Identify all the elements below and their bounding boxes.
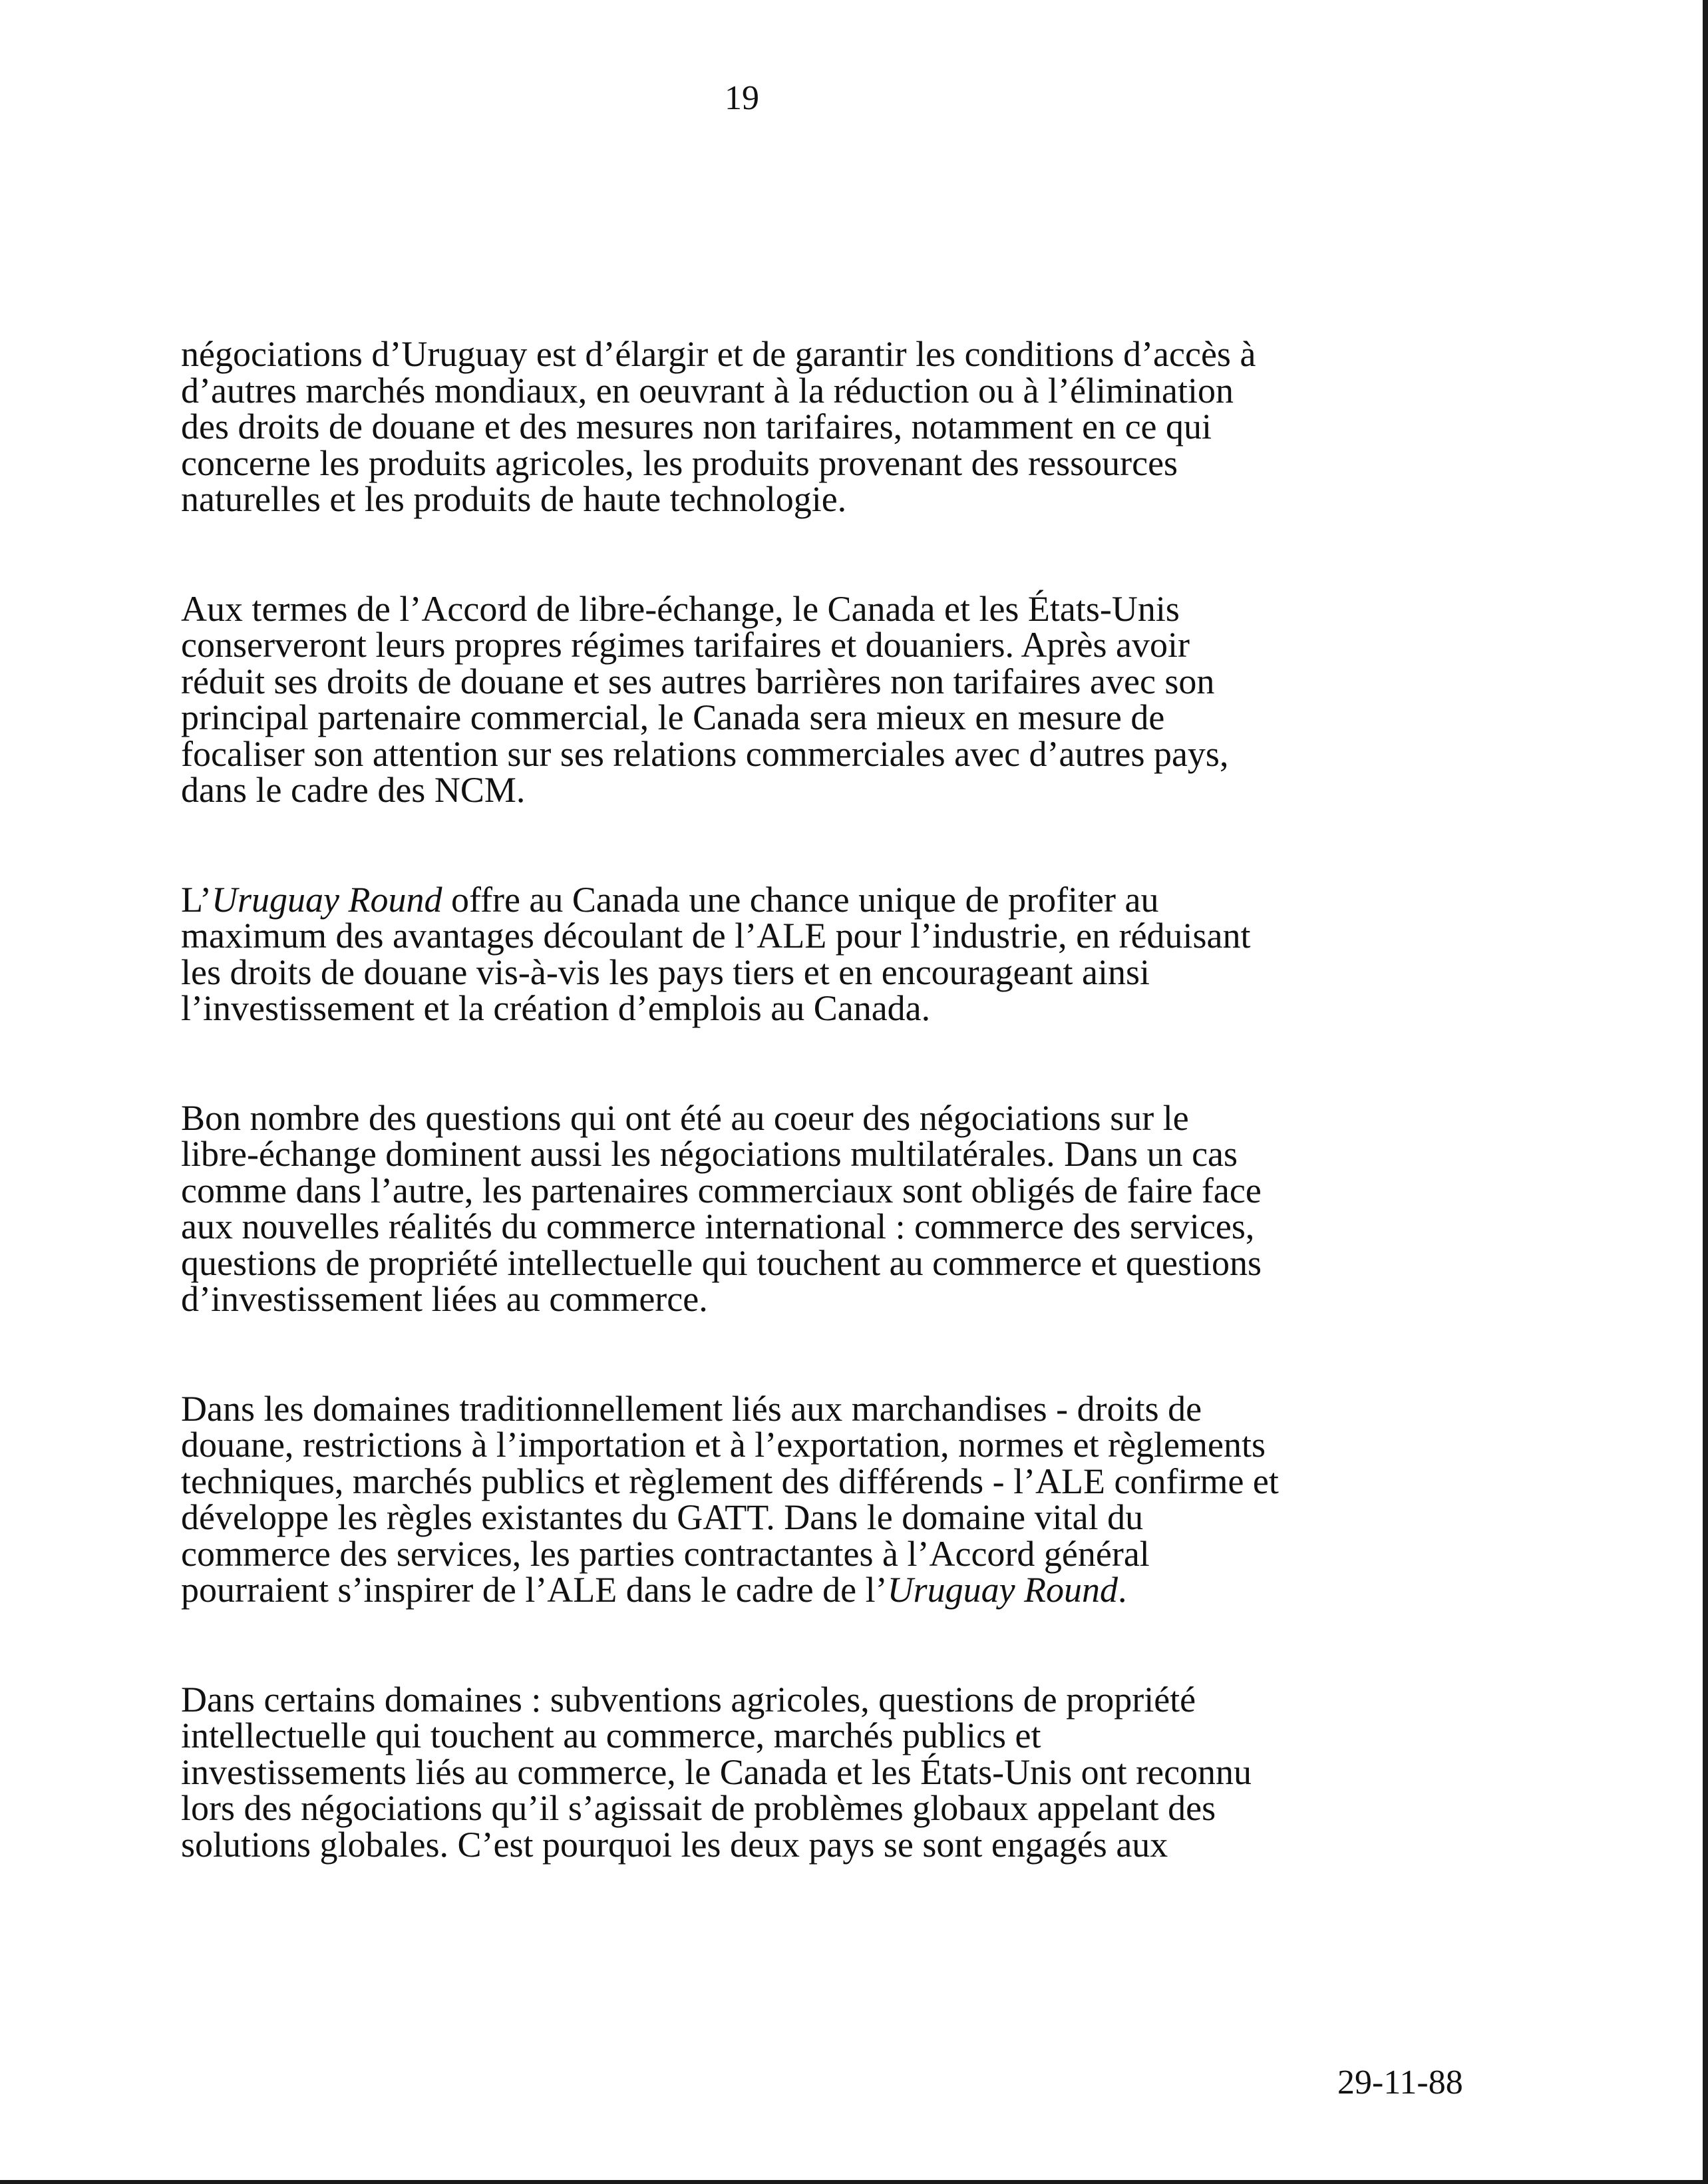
text-line: Dans les domaines traditionnellement liés aux marchandises - droits de [181,1388,1202,1429]
text-line: d’autres marchés mondiaux, en oeuvrant à la réduction ou à l’élimination [181,370,1234,411]
page-number: 19 [725,79,759,117]
body-text [181,336,1512,1936]
paragraph-3 [181,879,1512,1028]
text-line: intellectuelle qui touchent au commerce, marchés publics et [181,1716,1041,1755]
text-line: principal partenaire commercial, le Canada sera mieux en mesure de [181,697,1165,737]
text-line: Bon nombre des questions qui ont été au coeur des négociations sur le [181,1097,1189,1138]
text-line: Aux termes de l’Accord de libre-échange, le Canada et les États-Unis [181,588,1180,629]
text-line: négociations d’Uruguay est d’élargir et de garantir les conditions d’accès à [181,334,1256,374]
text-line: des droits de douane et des mesures non tarifaires, notamment en ce qui [181,407,1212,447]
text-line: les droits de douane vis-à-vis les pays tiers et en encourageant ainsi [181,952,1150,992]
paragraph-4 [181,1097,1512,1319]
document-date: 29-11-88 [1337,2064,1463,2101]
text-line: focaliser son attention sur ses relations commerciales avec d’autres pays, [181,733,1229,774]
paragraph-2 [181,588,1512,810]
text-line: dans le cadre des NCM. [181,770,526,810]
text-line: lors des négociations qu’il s’agissait de problèmes globaux appelant des [181,1788,1216,1828]
text-line: conserveront leurs propres régimes tarifaires et douaniers. Après avoir [181,625,1190,665]
text-line: douane, restrictions à l’importation et à l’exportation, normes et règlements [181,1425,1266,1465]
text-line: l’investissement et la création d’emplois au Canada. [181,988,931,1028]
text-segment: L’ [181,879,212,920]
paragraph-6 [181,1679,1512,1865]
italic-term: Uruguay Round [212,879,442,920]
text-line: investissements liés au commerce, le Canada et les États-Unis ont reconnu [181,1751,1252,1792]
text-line: comme dans l’autre, les partenaires commerciaux sont obligés de faire face [181,1170,1262,1210]
paragraph-5 [181,1388,1512,1610]
text-line: Dans certains domaines : subventions agricoles, questions de propriété [181,1679,1196,1720]
text-line: commerce des services, les parties contractantes à l’Accord général [181,1533,1150,1574]
text-line: techniques, marchés publics et règlement des différends - l’ALE confirme et [181,1461,1279,1501]
text-line: développe les règles existantes du GATT. Dans le domaine vital du [181,1497,1144,1537]
scan-edge-right [1703,0,1708,2184]
text-line: naturelles et les produits de haute technologie. [181,479,847,519]
text-line: solutions globales. C’est pourquoi les deux pays se sont engagés aux [181,1824,1168,1865]
text-segment: pourraient s’inspirer de l’ALE dans le cadre de l’ [181,1570,888,1610]
paragraph-1 [181,336,1512,518]
text-line: questions de propriété intellectuelle qui touchent au commerce et questions [181,1242,1262,1283]
text-line: maximum des avantages découlant de l’ALE pour l’industrie, en réduisant [181,916,1251,956]
text-segment: . [1118,1570,1127,1610]
text-line: d’investissement liées au commerce. [181,1279,708,1319]
text-line: concerne les produits agricoles, les produits provenant des ressources [181,443,1178,483]
italic-term: Uruguay Round [887,1570,1118,1610]
text-line: aux nouvelles réalités du commerce international : commerce des services, [181,1206,1255,1246]
text-line: réduit ses droits de douane et ses autres barrières non tarifaires avec son [181,661,1215,701]
scan-edge-bottom [0,2180,1708,2184]
text-segment: offre au Canada une chance unique de profiter au [442,879,1159,920]
text-line [181,879,1512,920]
text-line: libre-échange dominent aussi les négociations multilatérales. Dans un cas [181,1134,1238,1174]
text-line [181,1572,1512,1608]
